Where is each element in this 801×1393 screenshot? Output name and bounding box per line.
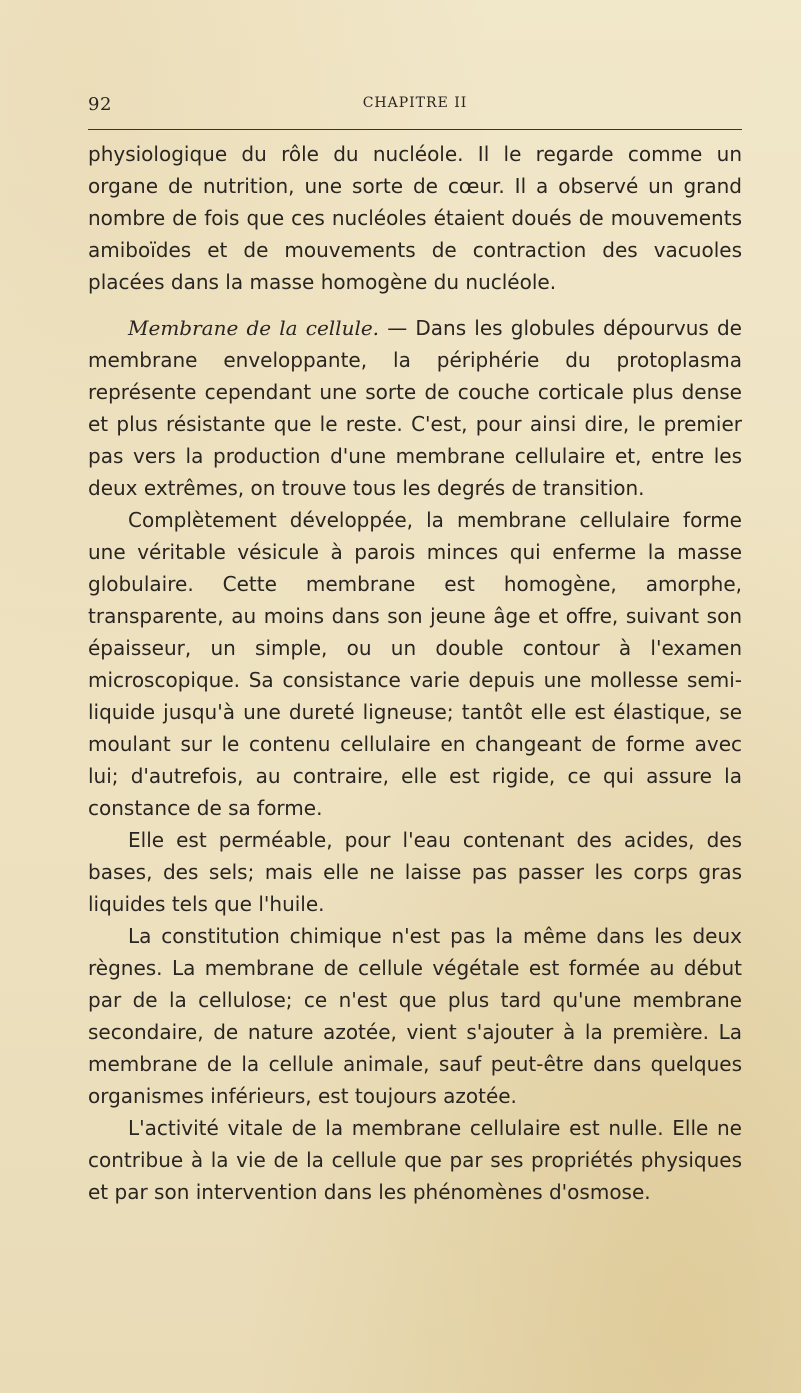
paragraph-4: Elle est perméable, pour l'eau contenant des acides, des bases, des sels; mais elle ne laisse pas passer les corps gras liquides tels que l'huile.: [88, 828, 742, 916]
header-rule: [88, 129, 742, 130]
paragraph-2: [88, 312, 742, 504]
page-number: 92: [88, 94, 112, 115]
paragraph-2-text: — Dans les globules dépourvus de membrane enveloppante, la périphérie du protoplasma représente cependant une sorte de couche corticale plus dense et plus résistante que le reste. C'est, pour ainsi dire, le premier pas vers la production d'une membrane cellulaire et, entre les deux extrêmes, on trouve tous les degrés de transition.: [88, 316, 742, 500]
paragraph-5: La constitution chimique n'est pas la même dans les deux règnes. La membrane de cellule végétale est formée au début par de la cellulose; ce n'est que plus tard qu'une membrane secondaire, de nature azotée, vient s'ajouter à la première. La membrane de la cellule animale, sauf peut-être dans quelques organismes inférieurs, est toujours azotée.: [88, 924, 742, 1108]
chapter-title: CHAPITRE II: [362, 95, 468, 111]
paragraph-1: physiologique du rôle du nucléole. Il le regarde comme un organe de nutrition, une sorte de cœur. Il a observé un grand nombre de fois que ces nucléoles étaient doués de mouvements amiboïdes et de mouvements de contraction des vacuoles placées dans la masse homogène du nucléole.: [88, 142, 742, 294]
paragraph-3: Complètement développée, la membrane cellulaire forme une véritable vésicule à parois minces qui enferme la masse globulaire. Cette membrane est homogène, amorphe, transparente, au moins dans son jeune âge et offre, suivant son épaisseur, un simple, ou un double contour à l'examen microscopique. Sa consistance varie depuis une mollesse semi-liquide jusqu'à une dureté ligneuse; tantôt elle est élastique, se moulant sur le contenu cellulaire en changeant de forme avec lui; d'autrefois, au contraire, elle est rigide, ce qui assure la constance de sa forme.: [88, 508, 742, 820]
running-head: [88, 92, 742, 122]
section-heading: Membrane de la cellule.: [128, 316, 380, 340]
body-text: [88, 138, 742, 1208]
paragraph-6: L'activité vitale de la membrane cellulaire est nulle. Elle ne contribue à la vie de la cellule que par ses propriétés physiques et par son intervention dans les phénomènes d'osmose.: [88, 1116, 742, 1204]
